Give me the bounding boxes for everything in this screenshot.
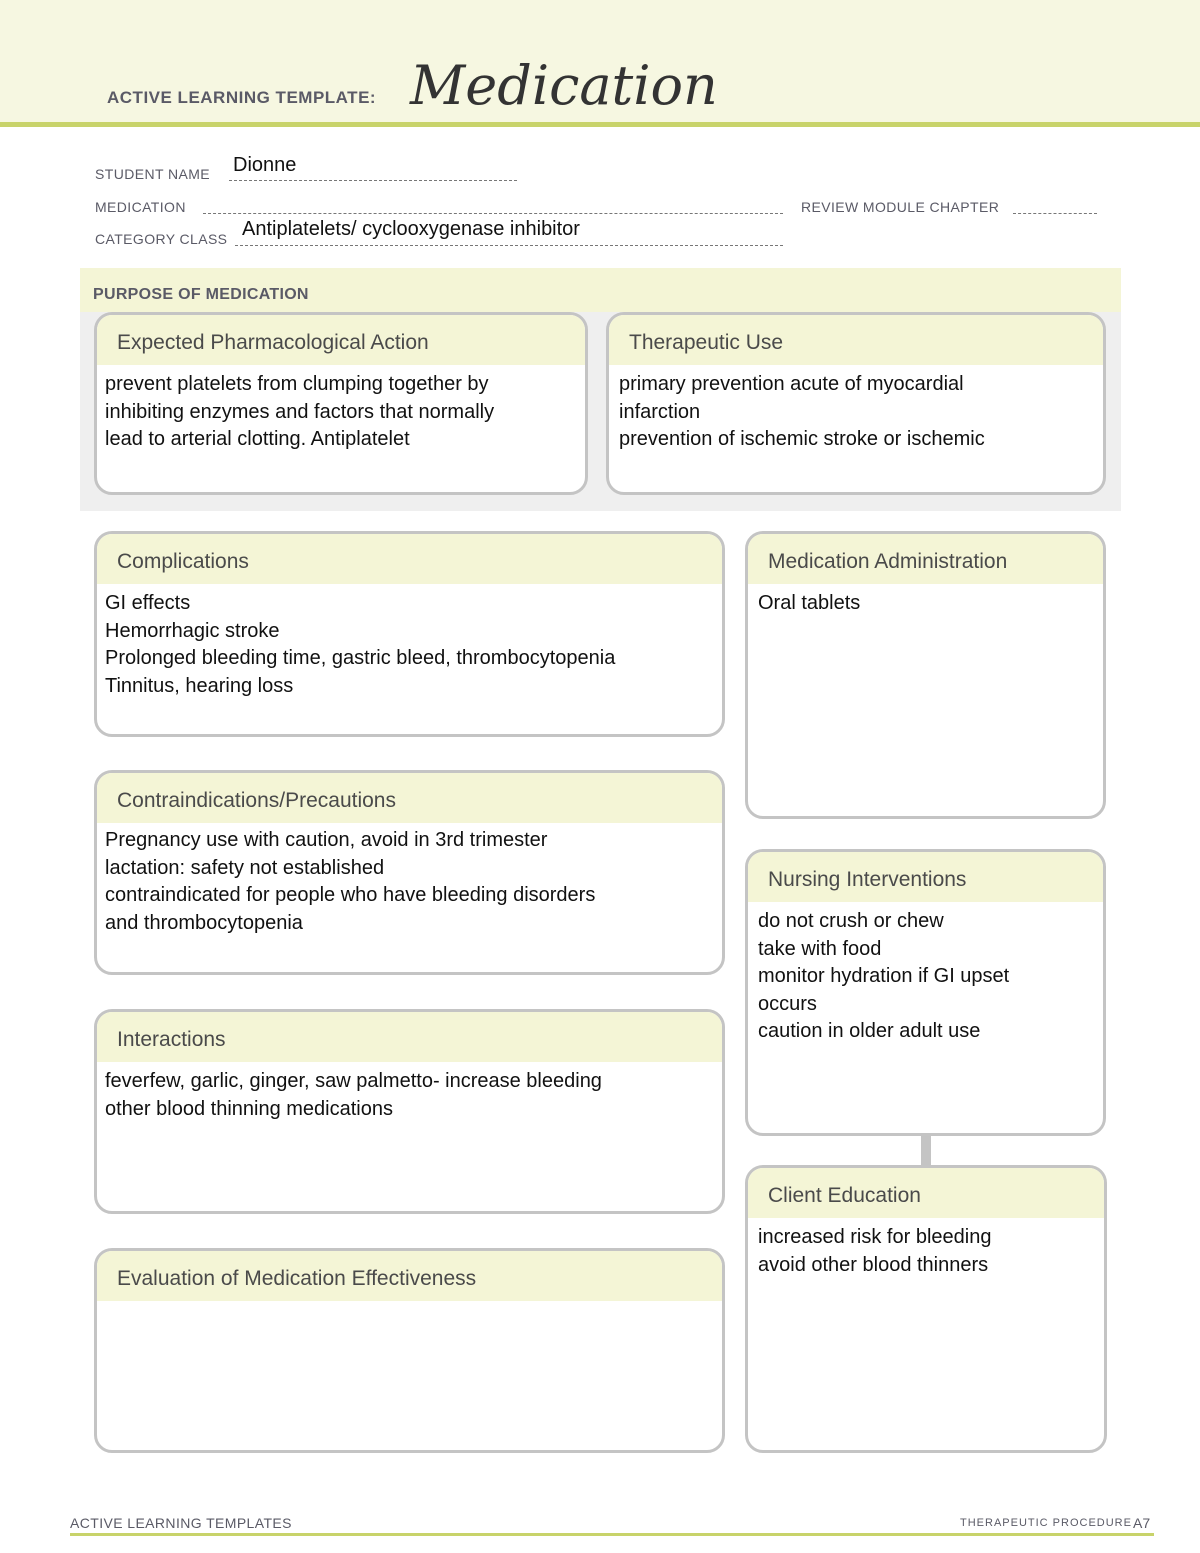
text-line: inhibiting enzymes and factors that normally [105,400,495,423]
footer-right: THERAPEUTIC PROCEDURE [960,1517,1132,1529]
administration-title: Medication Administration [748,534,1103,584]
review-module-underline [1013,213,1097,214]
review-module-label: REVIEW MODULE CHAPTER [801,199,1000,215]
footer-left: ACTIVE LEARNING TEMPLATES [70,1515,292,1531]
nursing-box [745,849,1106,1136]
medication-underline [203,213,783,214]
text-line: Hemorrhagic stroke [105,619,280,642]
complications-box [94,531,725,737]
nursing-title: Nursing Interventions [748,852,1103,902]
text-line: Oral tablets [758,592,861,614]
complications-title: Complications [97,534,722,584]
therapeutic-use-box [606,312,1106,495]
text-line: monitor hydration if GI upset [758,965,1010,987]
expected-action-text[interactable] [97,365,585,454]
text-line: lactation: safety not established [105,856,385,879]
box-connector [921,1134,931,1166]
evaluation-text[interactable] [97,1301,722,1307]
complications-text[interactable] [97,584,722,700]
evaluation-title: Evaluation of Medication Effectiveness [97,1251,722,1301]
interactions-text[interactable] [97,1062,722,1123]
text-line: infarction [619,400,701,423]
footer-divider [70,1533,1154,1536]
page-title: Medication [410,54,718,117]
therapeutic-use-text[interactable] [609,365,1103,454]
expected-action-title: Expected Pharmacological Action [97,315,585,365]
text-line: take with food [758,937,882,960]
contraindications-text[interactable] [97,823,722,937]
category-class-value[interactable]: Antiplatelets/ cyclooxygenase inhibitor [242,218,580,240]
text-line: occurs [758,992,817,1015]
evaluation-box [94,1248,725,1453]
education-text[interactable] [748,1218,1104,1279]
contraindications-box [94,770,725,975]
medication-label: MEDICATION [95,199,186,215]
header-divider [0,122,1200,127]
text-line: Pregnancy use with caution, avoid in 3rd trimester [105,829,548,851]
interactions-title: Interactions [97,1012,722,1062]
text-line: feverfew, garlic, ginger, saw palmetto- increase bleeding [105,1070,602,1092]
text-line: primary prevention acute of myocardial [619,373,964,395]
text-line: and thrombocytopenia [105,911,303,934]
page-number: A7 [1133,1515,1151,1531]
education-title: Client Education [748,1168,1104,1218]
text-line: lead to arterial clotting. Antiplatelet [105,428,410,450]
text-line: GI effects [105,592,191,614]
nursing-text[interactable] [748,902,1103,1046]
category-class-underline [235,245,783,246]
text-line: other blood thinning medications [105,1097,393,1120]
template-label: ACTIVE LEARNING TEMPLATE: [107,88,377,107]
contraindications-title: Contraindications/Precautions [97,773,722,823]
student-name-value[interactable]: Dionne [233,154,297,176]
text-line: do not crush or chew [758,910,944,932]
text-line: increased risk for bleeding [758,1226,992,1248]
expected-action-box [94,312,588,495]
education-box [745,1165,1107,1453]
text-line: avoid other blood thinners [758,1253,989,1276]
interactions-box [94,1009,725,1214]
category-class-label: CATEGORY CLASS [95,231,228,247]
text-line: prevention of ischemic stroke or ischemic [619,428,985,450]
administration-box [745,531,1106,819]
text-line: contraindicated for people who have bleeding disorders [105,884,596,906]
text-line: prevent platelets from clumping together by [105,373,489,395]
administration-text[interactable] [748,584,1103,618]
text-line: Prolonged bleeding time, gastric bleed, thrombocytopenia [105,647,616,669]
purpose-label: PURPOSE OF MEDICATION [93,286,309,303]
text-line: caution in older adult use [758,1020,981,1042]
student-name-underline [229,180,517,181]
therapeutic-use-title: Therapeutic Use [609,315,1103,365]
text-line: Tinnitus, hearing loss [105,674,294,697]
student-name-label: STUDENT NAME [95,166,210,182]
